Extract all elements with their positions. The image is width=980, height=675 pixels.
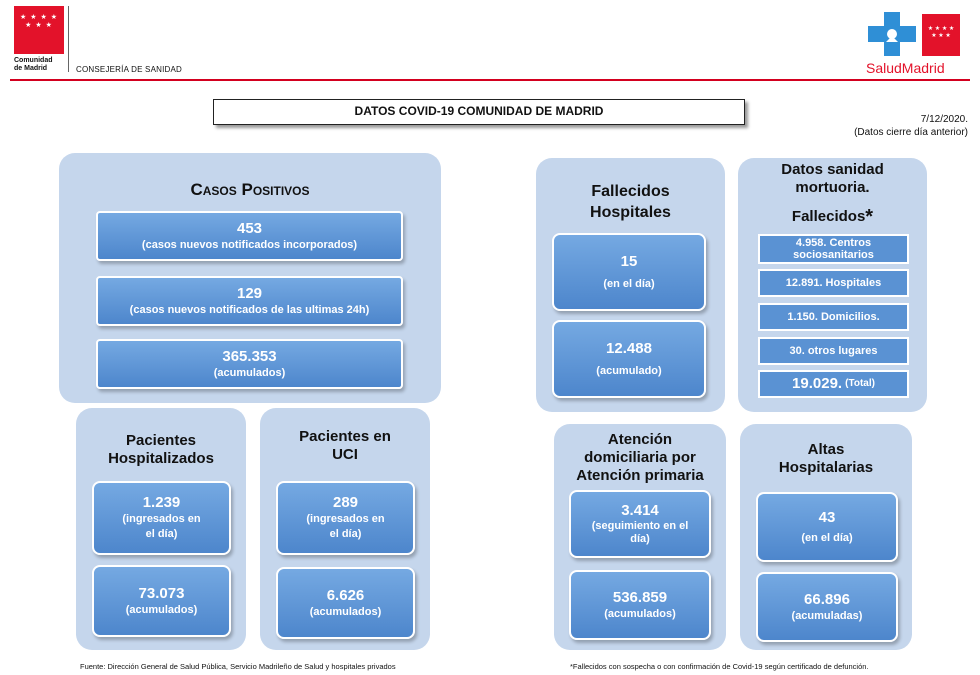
madrid-flag-small-icon: ★ ★ ★ ★ ★ ★ ★ — [922, 14, 960, 56]
logo-name: Comunidad de Madrid — [14, 57, 53, 72]
madrid-flag-icon: ★ ★ ★ ★ ★ ★ ★ — [14, 6, 64, 54]
saludmadrid-text: SaludMadrid — [866, 60, 945, 76]
hospitalizados-panel — [76, 408, 246, 650]
mortuoria-total: 19.029. (Total) — [758, 370, 909, 398]
stat-uci-dia: 289 (ingresados en el día) — [276, 481, 415, 555]
mortuoria-otros-lugares: 30. otros lugares — [758, 337, 909, 365]
mortuoria-domicilios: 1.150. Domicilios. — [758, 303, 909, 331]
atencion-domiciliaria-title: Atención domiciliaria por Atención primaria — [576, 431, 704, 484]
stat-casos-nuevos-incorporados: 453 (casos nuevos notificados incorporados) — [96, 211, 403, 261]
header-rule — [10, 79, 970, 81]
altas-hospitalarias-title: Altas Hospitalarias — [778, 441, 874, 476]
casos-positivos-panel — [59, 153, 441, 403]
mortuoria-title: Datos sanidad mortuoria. — [781, 161, 884, 196]
stat-casos-nuevos-24h: 129 (casos nuevos notificados de las ultimas 24h) — [96, 276, 403, 326]
mortuoria-centros-sociosanitarios: 4.958. Centros sociosanitarios — [758, 234, 909, 264]
footer-note: *Fallecidos con sospecha o con confirmación de Covid-19 según certificado de defunción. — [570, 662, 869, 671]
stat-altas-dia: 43 (en el día) — [756, 492, 898, 562]
health-cross-icon — [868, 12, 916, 56]
report-date: 7/12/2020. (Datos cierre día anterior) — [854, 114, 968, 138]
footnote-asterisk: * — [865, 206, 874, 228]
consejeria-label: CONSEJERÍA DE SANIDAD — [76, 65, 183, 74]
stat-atencion-acumulados: 536.859 (acumulados) — [569, 570, 711, 640]
stat-hospitalizados-dia: 1.239 (ingresados en el día) — [92, 481, 231, 555]
stat-altas-acumuladas: 66.896 (acumuladas) — [756, 572, 898, 642]
altas-hospitalarias-panel — [740, 424, 912, 650]
hospitalizados-title: Pacientes Hospitalizados — [108, 432, 214, 467]
uci-panel — [260, 408, 430, 650]
stat-casos-acumulados: 365.353 (acumulados) — [96, 339, 403, 389]
stat-fallecidos-dia: 15 (en el día) — [552, 233, 706, 311]
fallecidos-hospitales-title: Fallecidos Hospitales — [590, 183, 671, 221]
stat-uci-acumulados: 6.626 (acumulados) — [276, 567, 415, 639]
stat-fallecidos-acumulado: 12.488 (acumulado) — [552, 320, 706, 398]
uci-title: Pacientes en UCI — [299, 428, 391, 463]
header-divider — [68, 6, 69, 72]
page-title: DATOS COVID-19 COMUNIDAD DE MADRID — [213, 99, 745, 125]
stat-atencion-dia: 3.414 (seguimiento en el día) — [569, 490, 711, 558]
mortuoria-panel — [738, 158, 927, 412]
fallecidos-hospitales-panel — [536, 158, 725, 412]
saludmadrid-logo — [866, 8, 962, 76]
atencion-domiciliaria-panel — [554, 424, 726, 650]
mortuoria-hospitales: 12.891. Hospitales — [758, 269, 909, 297]
casos-positivos-title: Casos Positivos — [190, 180, 310, 199]
comunidad-de-madrid-logo — [14, 6, 64, 73]
footer-source: Fuente: Dirección General de Salud Pública, Servicio Madrileño de Salud y hospitales privados — [80, 662, 396, 671]
mortuoria-subtitle: Fallecidos* — [791, 206, 874, 228]
stat-hospitalizados-acumulados: 73.073 (acumulados) — [92, 565, 231, 637]
